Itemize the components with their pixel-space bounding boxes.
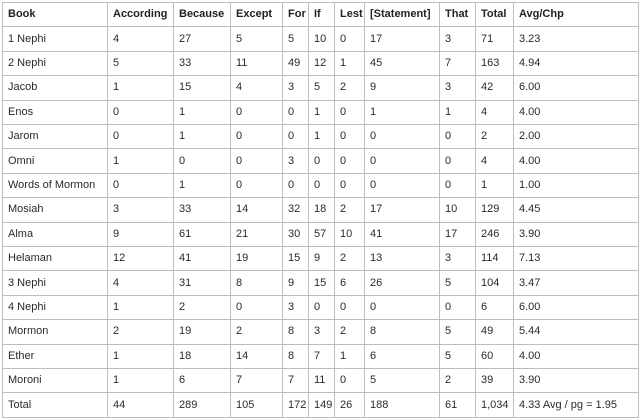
table-cell: 0 xyxy=(335,27,365,51)
table-cell: 1 xyxy=(108,344,174,368)
table-cell: 5 xyxy=(440,344,476,368)
table-cell: 1.00 xyxy=(514,173,639,197)
book-name-cell: Enos xyxy=(3,100,108,124)
table-cell: 0 xyxy=(309,173,335,197)
table-cell: 6 xyxy=(174,369,231,393)
table-cell: 33 xyxy=(174,198,231,222)
table-cell: 0 xyxy=(108,173,174,197)
table-cell: 26 xyxy=(365,271,440,295)
table-cell: 26 xyxy=(335,393,365,418)
table-cell: 1 xyxy=(309,100,335,124)
table-header xyxy=(3,3,639,27)
table-row xyxy=(3,271,639,295)
table-cell: 4 xyxy=(108,271,174,295)
table-cell: 10 xyxy=(335,222,365,246)
table-cell: 30 xyxy=(283,222,309,246)
table-cell: 42 xyxy=(476,76,514,100)
table-cell: 2 xyxy=(335,198,365,222)
book-name-cell: Alma xyxy=(3,222,108,246)
table-row xyxy=(3,295,639,319)
column-header: Book xyxy=(3,3,108,27)
table-cell: 10 xyxy=(440,198,476,222)
table-cell: 7 xyxy=(283,369,309,393)
table-cell: 39 xyxy=(476,369,514,393)
table-cell: 32 xyxy=(283,198,309,222)
table-cell: 9 xyxy=(309,247,335,271)
table-row xyxy=(3,173,639,197)
table-cell: 17 xyxy=(365,198,440,222)
book-name-cell: Total xyxy=(3,393,108,418)
table-cell: 0 xyxy=(309,295,335,319)
table-row xyxy=(3,149,639,173)
table-cell: 1 xyxy=(108,149,174,173)
table-cell: 45 xyxy=(365,51,440,75)
column-header: Lest xyxy=(335,3,365,27)
table-cell: 4.94 xyxy=(514,51,639,75)
table-cell: 17 xyxy=(440,222,476,246)
table-cell: 15 xyxy=(283,247,309,271)
book-name-cell: 2 Nephi xyxy=(3,51,108,75)
table-cell: 1 xyxy=(440,100,476,124)
table-cell: 21 xyxy=(231,222,283,246)
header-row xyxy=(3,3,639,27)
book-name-cell: 1 Nephi xyxy=(3,27,108,51)
table-cell: 129 xyxy=(476,198,514,222)
book-name-cell: Jarom xyxy=(3,125,108,149)
table-cell: 0 xyxy=(335,173,365,197)
table-cell: 3 xyxy=(440,247,476,271)
table-cell: 4 xyxy=(231,76,283,100)
table-cell: 9 xyxy=(283,271,309,295)
table-cell: 105 xyxy=(231,393,283,418)
table-cell: 1 xyxy=(174,173,231,197)
table-body xyxy=(3,27,639,418)
table-cell: 15 xyxy=(309,271,335,295)
table-cell: 0 xyxy=(365,149,440,173)
table-cell: 41 xyxy=(365,222,440,246)
table-cell: 0 xyxy=(231,149,283,173)
table-row xyxy=(3,100,639,124)
table-cell: 1 xyxy=(335,344,365,368)
table-cell: 1 xyxy=(108,295,174,319)
table-cell: 2 xyxy=(231,320,283,344)
table-cell: 4.33 Avg / pg = 1.95 xyxy=(514,393,639,418)
table-cell: 10 xyxy=(309,27,335,51)
table-cell: 0 xyxy=(365,295,440,319)
column-header: According xyxy=(108,3,174,27)
table-cell: 1 xyxy=(174,100,231,124)
table-cell: 8 xyxy=(365,320,440,344)
table-cell: 4 xyxy=(108,27,174,51)
table-cell: 0 xyxy=(231,125,283,149)
table-cell: 2 xyxy=(174,295,231,319)
table-cell: 104 xyxy=(476,271,514,295)
table-cell: 0 xyxy=(335,100,365,124)
table-row xyxy=(3,51,639,75)
book-name-cell: Ether xyxy=(3,344,108,368)
table-cell: 33 xyxy=(174,51,231,75)
table-row xyxy=(3,247,639,271)
table-cell: 5.44 xyxy=(514,320,639,344)
table-cell: 0 xyxy=(283,173,309,197)
table-cell: 1 xyxy=(108,76,174,100)
column-header: For xyxy=(283,3,309,27)
book-name-cell: Words of Mormon xyxy=(3,173,108,197)
table-cell: 9 xyxy=(108,222,174,246)
book-statistics-table xyxy=(2,2,639,418)
table-row xyxy=(3,344,639,368)
table-cell: 0 xyxy=(283,100,309,124)
table-cell: 14 xyxy=(231,344,283,368)
table-cell: 5 xyxy=(440,271,476,295)
table-cell: 31 xyxy=(174,271,231,295)
table-cell: 44 xyxy=(108,393,174,418)
table-cell: 5 xyxy=(108,51,174,75)
table-cell: 7 xyxy=(309,344,335,368)
book-name-cell: 3 Nephi xyxy=(3,271,108,295)
table-cell: 0 xyxy=(440,125,476,149)
table-cell: 15 xyxy=(174,76,231,100)
table-cell: 49 xyxy=(476,320,514,344)
book-name-cell: Mormon xyxy=(3,320,108,344)
table-cell: 4 xyxy=(476,149,514,173)
table-cell: 6.00 xyxy=(514,295,639,319)
table-cell: 0 xyxy=(335,295,365,319)
table-cell: 0 xyxy=(174,149,231,173)
book-name-cell: 4 Nephi xyxy=(3,295,108,319)
table-cell: 0 xyxy=(440,295,476,319)
table-cell: 3.23 xyxy=(514,27,639,51)
table-cell: 2 xyxy=(476,125,514,149)
table-cell: 3 xyxy=(283,149,309,173)
table-cell: 6 xyxy=(476,295,514,319)
table-cell: 61 xyxy=(440,393,476,418)
table-cell: 5 xyxy=(283,27,309,51)
table-cell: 0 xyxy=(335,369,365,393)
table-cell: 12 xyxy=(108,247,174,271)
table-cell: 57 xyxy=(309,222,335,246)
table-cell: 3 xyxy=(108,198,174,222)
column-header: Except xyxy=(231,3,283,27)
book-name-cell: Jacob xyxy=(3,76,108,100)
table-cell: 19 xyxy=(231,247,283,271)
table-cell: 11 xyxy=(231,51,283,75)
table-cell: 2.00 xyxy=(514,125,639,149)
column-header: If xyxy=(309,3,335,27)
total-row xyxy=(3,393,639,418)
table-cell: 1 xyxy=(309,125,335,149)
table-cell: 49 xyxy=(283,51,309,75)
table-cell: 0 xyxy=(440,149,476,173)
table-cell: 4.00 xyxy=(514,100,639,124)
table-cell: 0 xyxy=(231,295,283,319)
table-row xyxy=(3,27,639,51)
table-cell: 0 xyxy=(440,173,476,197)
table-cell: 246 xyxy=(476,222,514,246)
table-cell: 3 xyxy=(283,76,309,100)
column-header: Because xyxy=(174,3,231,27)
table-cell: 2 xyxy=(335,320,365,344)
table-cell: 0 xyxy=(231,173,283,197)
table-row xyxy=(3,320,639,344)
table-cell: 1 xyxy=(335,51,365,75)
table-cell: 5 xyxy=(440,320,476,344)
table-cell: 6 xyxy=(365,344,440,368)
table-cell: 18 xyxy=(309,198,335,222)
table-cell: 5 xyxy=(309,76,335,100)
table-cell: 114 xyxy=(476,247,514,271)
table-cell: 8 xyxy=(231,271,283,295)
table-cell: 27 xyxy=(174,27,231,51)
table-cell: 2 xyxy=(108,320,174,344)
book-name-cell: Moroni xyxy=(3,369,108,393)
table-cell: 5 xyxy=(365,369,440,393)
table-cell: 6 xyxy=(335,271,365,295)
column-header: That xyxy=(440,3,476,27)
table-cell: 2 xyxy=(335,76,365,100)
table-cell: 4.45 xyxy=(514,198,639,222)
book-statistics-table-container xyxy=(2,2,638,418)
table-cell: 71 xyxy=(476,27,514,51)
table-cell: 3 xyxy=(440,27,476,51)
table-cell: 2 xyxy=(440,369,476,393)
table-cell: 3 xyxy=(283,295,309,319)
table-row xyxy=(3,369,639,393)
table-cell: 172 xyxy=(283,393,309,418)
column-header: Avg/Chp xyxy=(514,3,639,27)
table-cell: 14 xyxy=(231,198,283,222)
table-cell: 0 xyxy=(335,149,365,173)
table-cell: 7 xyxy=(440,51,476,75)
table-cell: 1 xyxy=(476,173,514,197)
table-cell: 3.47 xyxy=(514,271,639,295)
table-cell: 19 xyxy=(174,320,231,344)
table-cell: 1 xyxy=(365,100,440,124)
table-cell: 2 xyxy=(335,247,365,271)
table-cell: 17 xyxy=(365,27,440,51)
table-cell: 0 xyxy=(365,173,440,197)
table-cell: 0 xyxy=(283,125,309,149)
book-name-cell: Helaman xyxy=(3,247,108,271)
table-cell: 4.00 xyxy=(514,344,639,368)
column-header: [Statement] xyxy=(365,3,440,27)
table-cell: 0 xyxy=(108,125,174,149)
table-cell: 4.00 xyxy=(514,149,639,173)
table-row xyxy=(3,125,639,149)
table-cell: 1,034 xyxy=(476,393,514,418)
table-cell: 0 xyxy=(108,100,174,124)
table-cell: 1 xyxy=(108,369,174,393)
table-cell: 188 xyxy=(365,393,440,418)
table-cell: 11 xyxy=(309,369,335,393)
table-cell: 3 xyxy=(440,76,476,100)
table-cell: 41 xyxy=(174,247,231,271)
table-cell: 149 xyxy=(309,393,335,418)
table-cell: 12 xyxy=(309,51,335,75)
table-cell: 0 xyxy=(365,125,440,149)
table-row xyxy=(3,222,639,246)
table-cell: 289 xyxy=(174,393,231,418)
table-cell: 1 xyxy=(174,125,231,149)
table-cell: 8 xyxy=(283,344,309,368)
table-cell: 3.90 xyxy=(514,222,639,246)
table-cell: 3.90 xyxy=(514,369,639,393)
table-cell: 6.00 xyxy=(514,76,639,100)
table-cell: 0 xyxy=(309,149,335,173)
table-cell: 13 xyxy=(365,247,440,271)
table-cell: 18 xyxy=(174,344,231,368)
table-row xyxy=(3,76,639,100)
table-cell: 163 xyxy=(476,51,514,75)
column-header: Total xyxy=(476,3,514,27)
table-cell: 9 xyxy=(365,76,440,100)
table-cell: 7.13 xyxy=(514,247,639,271)
table-cell: 61 xyxy=(174,222,231,246)
table-cell: 3 xyxy=(309,320,335,344)
table-cell: 0 xyxy=(231,100,283,124)
book-name-cell: Omni xyxy=(3,149,108,173)
table-cell: 60 xyxy=(476,344,514,368)
table-cell: 5 xyxy=(231,27,283,51)
table-cell: 7 xyxy=(231,369,283,393)
book-name-cell: Mosiah xyxy=(3,198,108,222)
table-cell: 4 xyxy=(476,100,514,124)
table-row xyxy=(3,198,639,222)
table-cell: 0 xyxy=(335,125,365,149)
table-cell: 8 xyxy=(283,320,309,344)
